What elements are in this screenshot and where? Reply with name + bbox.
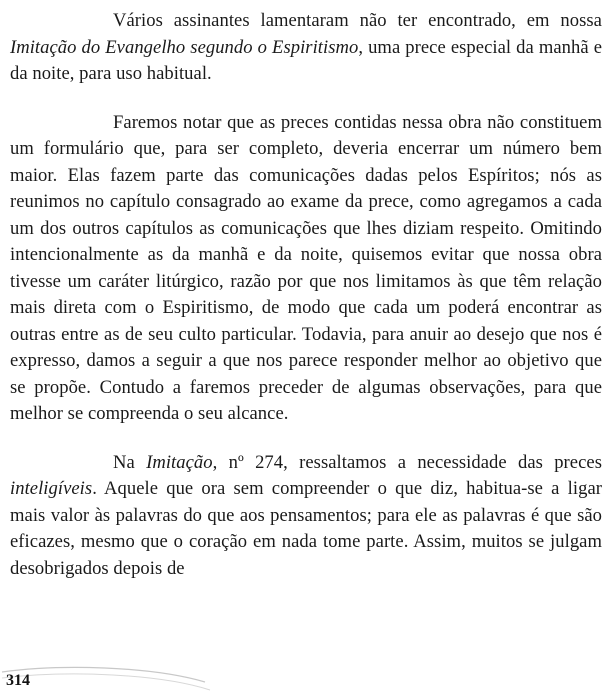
paragraph-1-text-end: , uma prece especial da manhã e da noite, para uso habitual. <box>10 36 602 84</box>
paragraph-2 <box>10 110 602 428</box>
paragraph-3-text-start: Na <box>113 451 147 473</box>
paragraph-3-text-mid: , nº 274, ressaltamos a necessidade das preces <box>212 451 602 473</box>
footer-swoosh-ornament <box>0 660 240 700</box>
paragraph-3 <box>10 450 602 583</box>
inteligiveis-italic: inteligíveis <box>10 478 93 499</box>
paragraph-2-text: Faremos notar que as preces contidas nessa obra não constituem um formulário que, para ser completo, deveria encerrar um número bem maior. Elas fazem parte das comunicações dadas pelos Espíritos; nós as reunimos no capítulo consagrado ao exame da prece, como agregamos a cada um dos outros capítulos as comunicações que lhes diziam respeito. Omitindo intencionalmente as da manhã e da noite, quisemos evitar que nossa obra tivesse um caráter litúrgico, razão por que nos limitamos às que têm relação mais direta com o Espiritismo, de modo que cada um poderá encontrar as outras entre as de seu culto particular. Todavia, para anuir ao desejo que nos é expresso, damos a seguir a que nos parece responder melhor ao objetivo que se propõe. Contudo a faremos preceder de algumas observações, para que melhor se compreenda o seu alcance. <box>10 111 602 424</box>
page-body <box>10 8 602 604</box>
paragraph-3-text-end: . Aquele que ora sem compreender o que diz, habitua-se a ligar mais valor às palavras do que aos pensamentos; para ele as palavras é que são eficazes, mesmo que o coração em nada tome parte. Assim, muitos se julgam desobrigados depois de <box>10 478 602 579</box>
paragraph-1-text: Vários assinantes lamentaram não ter encontrado, em nossa <box>113 10 602 31</box>
page-number: 314 <box>6 672 30 689</box>
book-title-italic: Imitação do Evangelho segundo o Espiritismo <box>10 36 359 58</box>
imitacao-italic: Imitação <box>146 451 213 473</box>
paragraph-1 <box>10 8 602 88</box>
